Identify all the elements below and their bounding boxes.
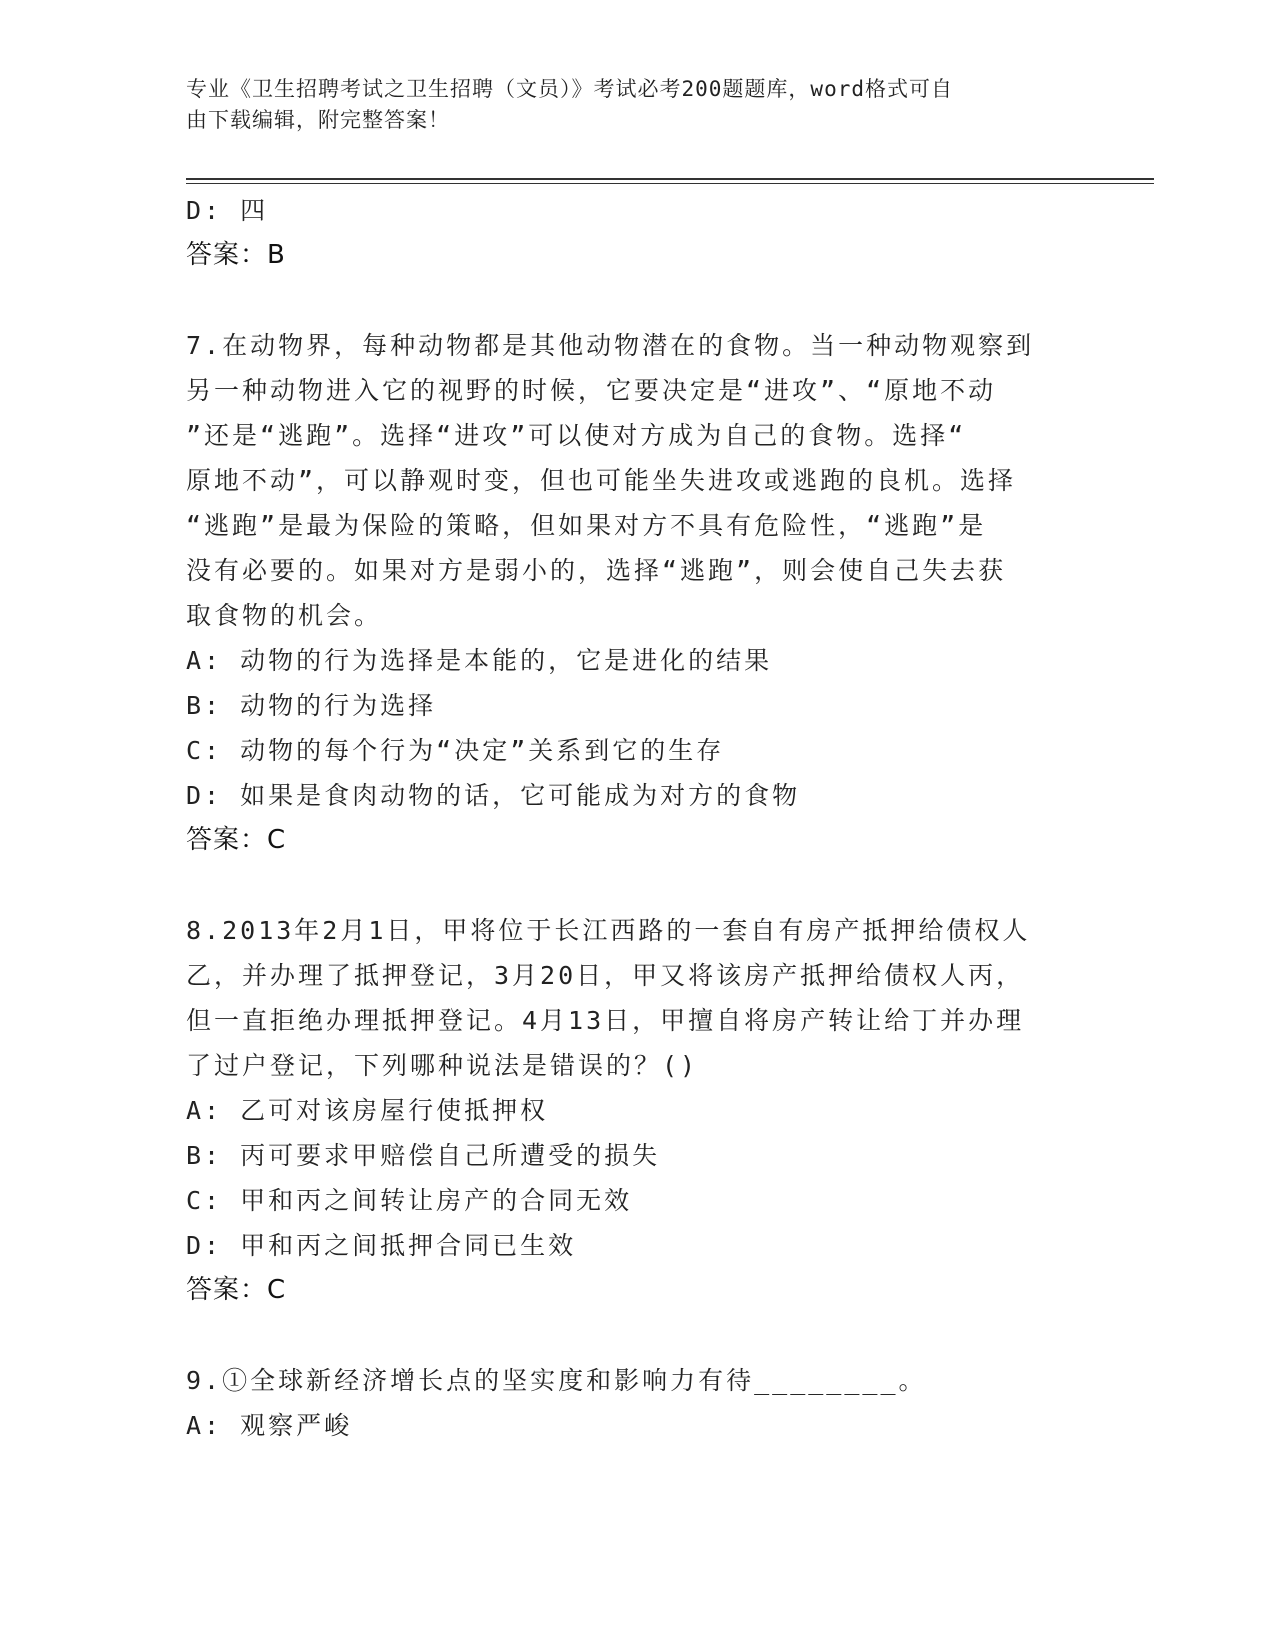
q8-option-c: C: 甲和丙之间转让房产的合同无效 <box>186 1186 633 1215</box>
header-title-line-1: 专业《卫生招聘考试之卫生招聘（文员）》考试必考200题题库，word格式可自 <box>186 77 953 101</box>
q7-stem-line: 7.在动物界，每种动物都是其他动物潜在的食物。当一种动物观察到 <box>186 331 1035 360</box>
header-divider-thin <box>186 183 1154 184</box>
header-divider-thick <box>186 178 1154 180</box>
spacer <box>186 1313 1086 1358</box>
spacer <box>186 863 1086 908</box>
q8-stem-line: 但一直拒绝办理抵押登记。4月13日，甲擅自将房产转让给丁并办理 <box>186 1006 1025 1035</box>
q8-stem-line: 了过户登记，下列哪种说法是错误的？() <box>186 1051 699 1080</box>
q7-option-a: A: 动物的行为选择是本能的，它是进化的结果 <box>186 646 773 675</box>
q7-stem-line: 原地不动”，可以静观时变，但也可能坐失进攻或逃跑的良机。选择 <box>186 466 1017 495</box>
prev-answer: 答案：B <box>186 240 286 270</box>
q7-stem-line: 另一种动物进入它的视野的时候，它要决定是“进攻”、“原地不动 <box>186 376 997 405</box>
q9-option-a: A: 观察严峻 <box>186 1411 353 1440</box>
q7-option-b: B: 动物的行为选择 <box>186 691 437 720</box>
prev-option-d: D: 四 <box>186 196 269 225</box>
q7-stem-line: 取食物的机会。 <box>186 601 383 630</box>
q8-option-d: D: 甲和丙之间抵押合同已生效 <box>186 1231 577 1260</box>
q7-option-c: C: 动物的每个行为“决定”关系到它的生存 <box>186 736 725 765</box>
header-title-line-2: 由下载编辑，附完整答案！ <box>186 108 450 132</box>
q8-option-b: B: 丙可要求甲赔偿自己所遭受的损失 <box>186 1141 661 1170</box>
question-content <box>186 188 1086 1448</box>
q8-answer: 答案：C <box>186 1275 287 1305</box>
spacer <box>186 278 1086 323</box>
question-7 <box>186 323 1086 863</box>
q9-stem-line: 9.①全球新经济增长点的坚实度和影响力有待________。 <box>186 1366 927 1395</box>
question-9 <box>186 1358 1086 1448</box>
q7-stem-line: 没有必要的。如果对方是弱小的，选择“逃跑”，则会使自己失去获 <box>186 556 1007 585</box>
question-8 <box>186 908 1086 1313</box>
q7-stem-line: ”还是“逃跑”。选择“进攻”可以使对方成为自己的食物。选择“ <box>186 421 967 450</box>
q7-answer: 答案：C <box>186 825 287 855</box>
q8-stem-line: 8.2013年2月1日，甲将位于长江西路的一套自有房产抵押给债权人 <box>186 916 1031 945</box>
q7-stem-line: “逃跑”是最为保险的策略，但如果对方不具有危险性，“逃跑”是 <box>186 511 987 540</box>
q8-option-a: A: 乙可对该房屋行使抵押权 <box>186 1096 549 1125</box>
q8-stem-line: 乙，并办理了抵押登记，3月20日，甲又将该房产抵押给债权人丙， <box>186 961 1025 990</box>
q7-option-d: D: 如果是食肉动物的话，它可能成为对方的食物 <box>186 781 801 810</box>
page-header <box>186 74 1056 136</box>
